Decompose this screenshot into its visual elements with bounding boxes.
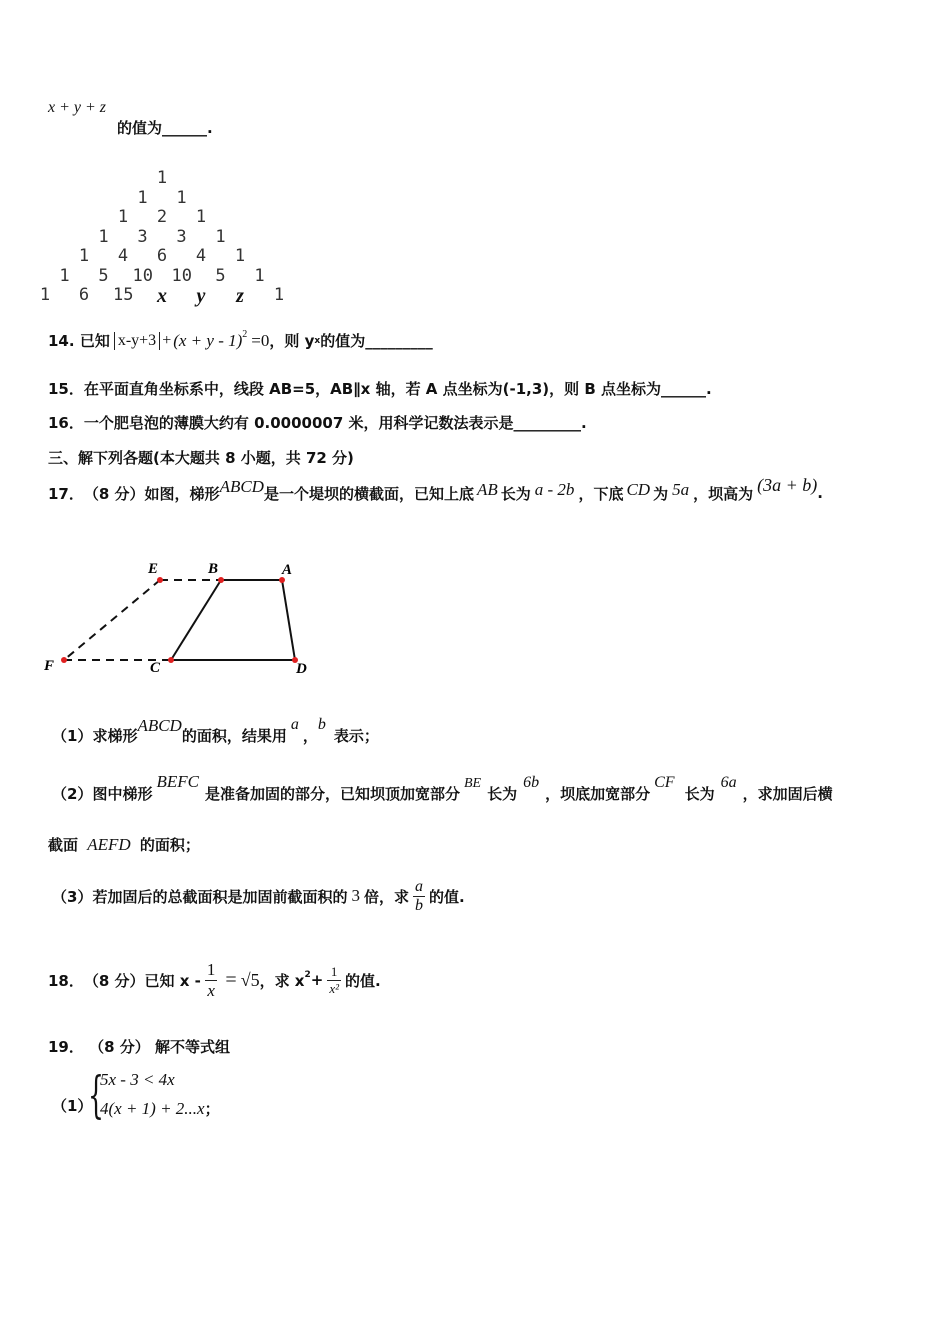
- label-A: A: [282, 562, 293, 578]
- q17-score: （8 分）: [83, 484, 145, 503]
- p2-line2-t1: 截面: [48, 836, 79, 854]
- p3-t3: 的值.: [428, 887, 465, 906]
- q18-t3: 的值.: [345, 971, 381, 990]
- p3-fraction: [413, 878, 425, 915]
- pascal-number: 1: [98, 226, 109, 247]
- p2-be-length: 6b: [523, 774, 540, 791]
- q19-text: 解不等式组: [155, 1038, 231, 1056]
- p3-frac-denominator: b: [414, 896, 423, 914]
- pascal-number: 1: [137, 187, 148, 208]
- q14-tail-sup: x: [314, 335, 321, 346]
- q18-f1-denominator: x: [207, 980, 215, 1000]
- inequality-1: 5x - 3 < 4x: [100, 1070, 175, 1089]
- inequality-2-row: [100, 1098, 220, 1119]
- p2-t5: 长为: [684, 785, 715, 803]
- p3-number: （3）: [52, 887, 93, 906]
- p3-frac-numerator: a: [414, 877, 423, 895]
- p1-comma: ，: [302, 727, 318, 745]
- point-B: [218, 577, 224, 583]
- q19-number: 19．: [48, 1038, 84, 1056]
- label-B: B: [208, 561, 219, 577]
- q18-number: 18．: [48, 971, 84, 990]
- q19-sub-1-label: （1）: [52, 1097, 93, 1115]
- inequality-end: ；: [204, 1100, 220, 1118]
- q17-t2: 是一个堤坝的横截面，已知上底: [263, 484, 474, 503]
- pascal-number: 1: [195, 207, 207, 227]
- pascal-number: 10: [132, 265, 153, 286]
- p2-aefd: AEFD: [87, 835, 131, 854]
- q14-number: 14.: [48, 331, 75, 350]
- pascal-number: 1: [215, 226, 226, 247]
- p1-abcd: ABCD: [137, 716, 182, 735]
- question-16: 16．一个肥皂泡的薄膜大约有 0.0000007 米，用科学记数法表示是_________.: [48, 414, 587, 432]
- q18-f2-numerator: 1: [327, 964, 341, 981]
- question-19: [48, 1036, 230, 1057]
- q18-fraction-1: [205, 960, 218, 1001]
- pascal-number: 10: [171, 265, 192, 286]
- p2-number: （2）: [52, 785, 93, 803]
- p2-cf: CF: [654, 774, 675, 791]
- q18-sqrt: √5: [240, 969, 260, 990]
- point-E: [157, 577, 163, 583]
- p1-t2: 的面积，结果用: [181, 727, 287, 745]
- q14-lead: 已知: [79, 332, 110, 350]
- label-F: F: [44, 658, 55, 674]
- pascal-number: 1: [156, 168, 168, 188]
- dam-cross-section-figure: [40, 555, 330, 680]
- q17-t3: 长为: [500, 484, 531, 503]
- pascal-number: 3: [176, 226, 187, 247]
- pascal-var-z: z: [236, 285, 244, 307]
- q17-t4: ，下底: [578, 484, 624, 503]
- q18-fraction-2: [327, 964, 341, 997]
- p2-be: BE: [463, 776, 482, 791]
- p1-a: a: [290, 716, 299, 733]
- p3-three: 3: [351, 886, 360, 905]
- pascal-number: 6: [156, 246, 168, 266]
- p2-t2: 是准备加固的部分，已知坝顶加宽部分: [204, 785, 460, 803]
- pascal-number: 5: [98, 265, 109, 286]
- pascal-number: 1: [117, 207, 129, 227]
- q14-exp: 2: [242, 329, 248, 340]
- q14-abs: [114, 332, 160, 350]
- pascal-number: 4: [117, 246, 129, 266]
- pascal-number: 15: [113, 285, 134, 305]
- question-18: [48, 952, 381, 1008]
- inequality-2: 4(x + 1) + 2...x: [100, 1099, 205, 1118]
- label-E: E: [148, 561, 159, 577]
- q14-eq: =0: [251, 330, 270, 350]
- q18-plus: +: [310, 971, 324, 989]
- q17-cd-length: 5a: [672, 480, 690, 499]
- pascal-var-x: x: [157, 285, 167, 307]
- pascal-number: 5: [215, 265, 226, 286]
- q17-cd: CD: [626, 480, 651, 499]
- pascal-var-y: y: [196, 285, 206, 307]
- q18-eq: =: [225, 968, 237, 991]
- q17-part-3: [52, 872, 465, 920]
- p1-t3: 表示；: [333, 727, 379, 745]
- q14-tail: ，则 y: [269, 332, 315, 350]
- segment-EF: [64, 580, 160, 660]
- point-C: [168, 657, 174, 663]
- pascal-number: 1: [176, 187, 187, 208]
- p2-befc: BEFC: [156, 772, 199, 791]
- q14-plus: +: [162, 331, 172, 349]
- label-C: C: [150, 660, 161, 676]
- pascal-number: 1: [254, 265, 265, 286]
- pascal-number: 4: [195, 246, 207, 266]
- q14-tail2: 的值为_________: [320, 332, 433, 350]
- label-D: D: [296, 661, 307, 677]
- pascal-number: 1: [78, 246, 90, 266]
- q19-brace: {: [88, 1066, 104, 1124]
- pascal-number: 3: [137, 226, 148, 247]
- pascal-number: 1: [273, 285, 285, 305]
- q18-t2: ，求 x: [259, 971, 305, 990]
- pascal-number: 6: [78, 285, 90, 305]
- q17-end: .: [817, 484, 823, 502]
- segment-AD: [282, 580, 295, 660]
- q17-part-1: [52, 712, 379, 746]
- q18-t1: 已知 x -: [144, 971, 201, 990]
- q17-t5: 为: [653, 484, 669, 503]
- pascal-number: 2: [156, 207, 168, 227]
- segment-BC: [171, 580, 221, 660]
- q17-ab: AB: [476, 480, 498, 499]
- q17-part-2-line2: [48, 834, 200, 855]
- p1-b: b: [317, 716, 326, 733]
- q17-t6: ，坝高为: [693, 484, 754, 503]
- q18-f2-denominator: x²: [329, 980, 339, 996]
- question-17: [48, 476, 823, 510]
- p2-cf-length: 6a: [720, 774, 737, 791]
- section-3-heading: 三、解下列各题(本大题共 8 小题，共 72 分): [48, 449, 354, 467]
- q17-part-2: [52, 770, 833, 804]
- p2-t3: 长为: [487, 785, 518, 803]
- p2-t6: ，求加固后横: [742, 785, 833, 803]
- q19-score: （8 分）: [89, 1038, 150, 1056]
- q14-abs-inner: x-y+3: [117, 331, 157, 349]
- pascal-number: 1: [59, 265, 70, 286]
- q17-height: (3a + b): [757, 474, 818, 495]
- q18-score: （8 分）: [83, 971, 145, 990]
- sum-value-blank: 的值为______.: [117, 119, 213, 137]
- q17-ab-length: a - 2b: [534, 480, 575, 499]
- pascal-triangle: [0, 0, 950, 310]
- q17-t1: 如图，梯形: [144, 484, 220, 503]
- p3-t1: 若加固后的总截面积是加固前截面积的: [92, 887, 348, 906]
- question-14: [48, 330, 433, 351]
- p2-line2-t2: 的面积；: [139, 836, 200, 854]
- p3-t2: 倍，求: [363, 887, 409, 906]
- q17-abcd: ABCD: [219, 477, 264, 496]
- q18-f1-numerator: 1: [206, 959, 216, 979]
- pascal-number: 1: [234, 246, 246, 266]
- p2-t1: 图中梯形: [92, 785, 153, 803]
- q18-sup: 2: [304, 970, 311, 980]
- p2-t4: ，坝底加宽部分: [545, 785, 651, 803]
- question-15: 15．在平面直角坐标系中，线段 AB=5，AB∥x 轴，若 A 点坐标为(-1,3)，则 B 点坐标为______.: [48, 380, 712, 398]
- q17-number: 17．: [48, 484, 84, 503]
- q14-paren: (x + y - 1): [173, 330, 243, 350]
- p1-number: （1）: [52, 727, 93, 745]
- sum-expression: x + y + z: [48, 99, 107, 116]
- pascal-number: 1: [39, 285, 51, 305]
- p1-t1: 求梯形: [92, 727, 138, 745]
- point-F: [61, 657, 67, 663]
